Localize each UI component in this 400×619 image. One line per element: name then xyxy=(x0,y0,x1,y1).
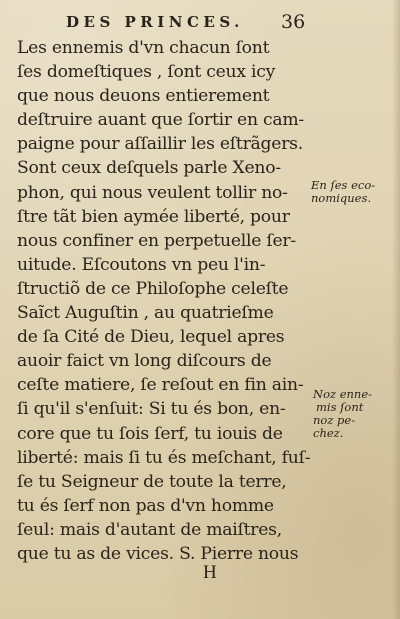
text-line: core que tu ſois ſerf, tu iouis de xyxy=(17,423,283,444)
margin-note-line: noz pe- xyxy=(313,413,356,427)
text-line: uitude. Eſcoutons vn peu l'in- xyxy=(17,254,266,275)
page-number: 36 xyxy=(281,11,306,33)
margin-note-line: Noz enne- xyxy=(313,387,373,401)
margin-note-line: chez. xyxy=(313,426,344,440)
text-line: paigne pour aſſaillir les eſtrãgers. xyxy=(17,134,303,155)
margin-note-line: En ſes eco- xyxy=(311,178,376,192)
text-line: ſtre tãt bien aymée liberté, pour xyxy=(17,206,290,227)
body-text xyxy=(17,36,311,566)
text-line: Les ennemis d'vn chacun ſont xyxy=(17,38,270,58)
text-line: liberté: mais ſi tu és meſchant, fuſ- xyxy=(17,447,311,468)
text-line: ſe tu Seigneur de toute la terre, xyxy=(17,471,287,492)
text-line: auoir faict vn long diſcours de xyxy=(17,351,272,372)
text-line: ſtructiõ de ce Philoſophe celeſte xyxy=(17,278,289,299)
page-edge-shadow xyxy=(392,0,400,619)
running-head: DES PRINCES. xyxy=(66,13,244,31)
text-line: ſeul: mais d'autant de maiſtres, xyxy=(17,519,282,540)
page-header xyxy=(0,13,400,35)
text-line: que tu as de vices. S. Pierre nous xyxy=(17,543,299,564)
text-line: tu és ſerf non pas d'vn homme xyxy=(17,495,274,516)
text-line: ceſte matiere, ſe reſout en fin ain- xyxy=(17,375,304,396)
text-line: ſi qu'il s'enſuit: Si tu és bon, en- xyxy=(17,399,286,420)
text-line: Sont ceux deſquels parle Xeno- xyxy=(17,158,281,179)
margin-note-enemies xyxy=(313,388,372,440)
text-line: deſtruire auant que ſortir en cam- xyxy=(17,110,304,131)
margin-note-line: mis ſont xyxy=(316,400,364,414)
text-line: phon, qui nous veulent tollir no- xyxy=(17,182,288,203)
signature-mark: H xyxy=(203,562,217,583)
text-line: Saĩct Auguſtin , au quatrieſme xyxy=(17,303,274,324)
text-line: ſes domeſtiques , ſont ceux icy xyxy=(17,62,276,83)
text-line: de ſa Cité de Dieu, lequel apres xyxy=(17,327,285,348)
margin-note-line: nomiques. xyxy=(311,191,372,205)
text-line: nous confiner en perpetuelle ſer- xyxy=(17,230,296,251)
margin-note-economics xyxy=(311,179,375,205)
text-line: que nous deuons entierement xyxy=(17,86,270,107)
